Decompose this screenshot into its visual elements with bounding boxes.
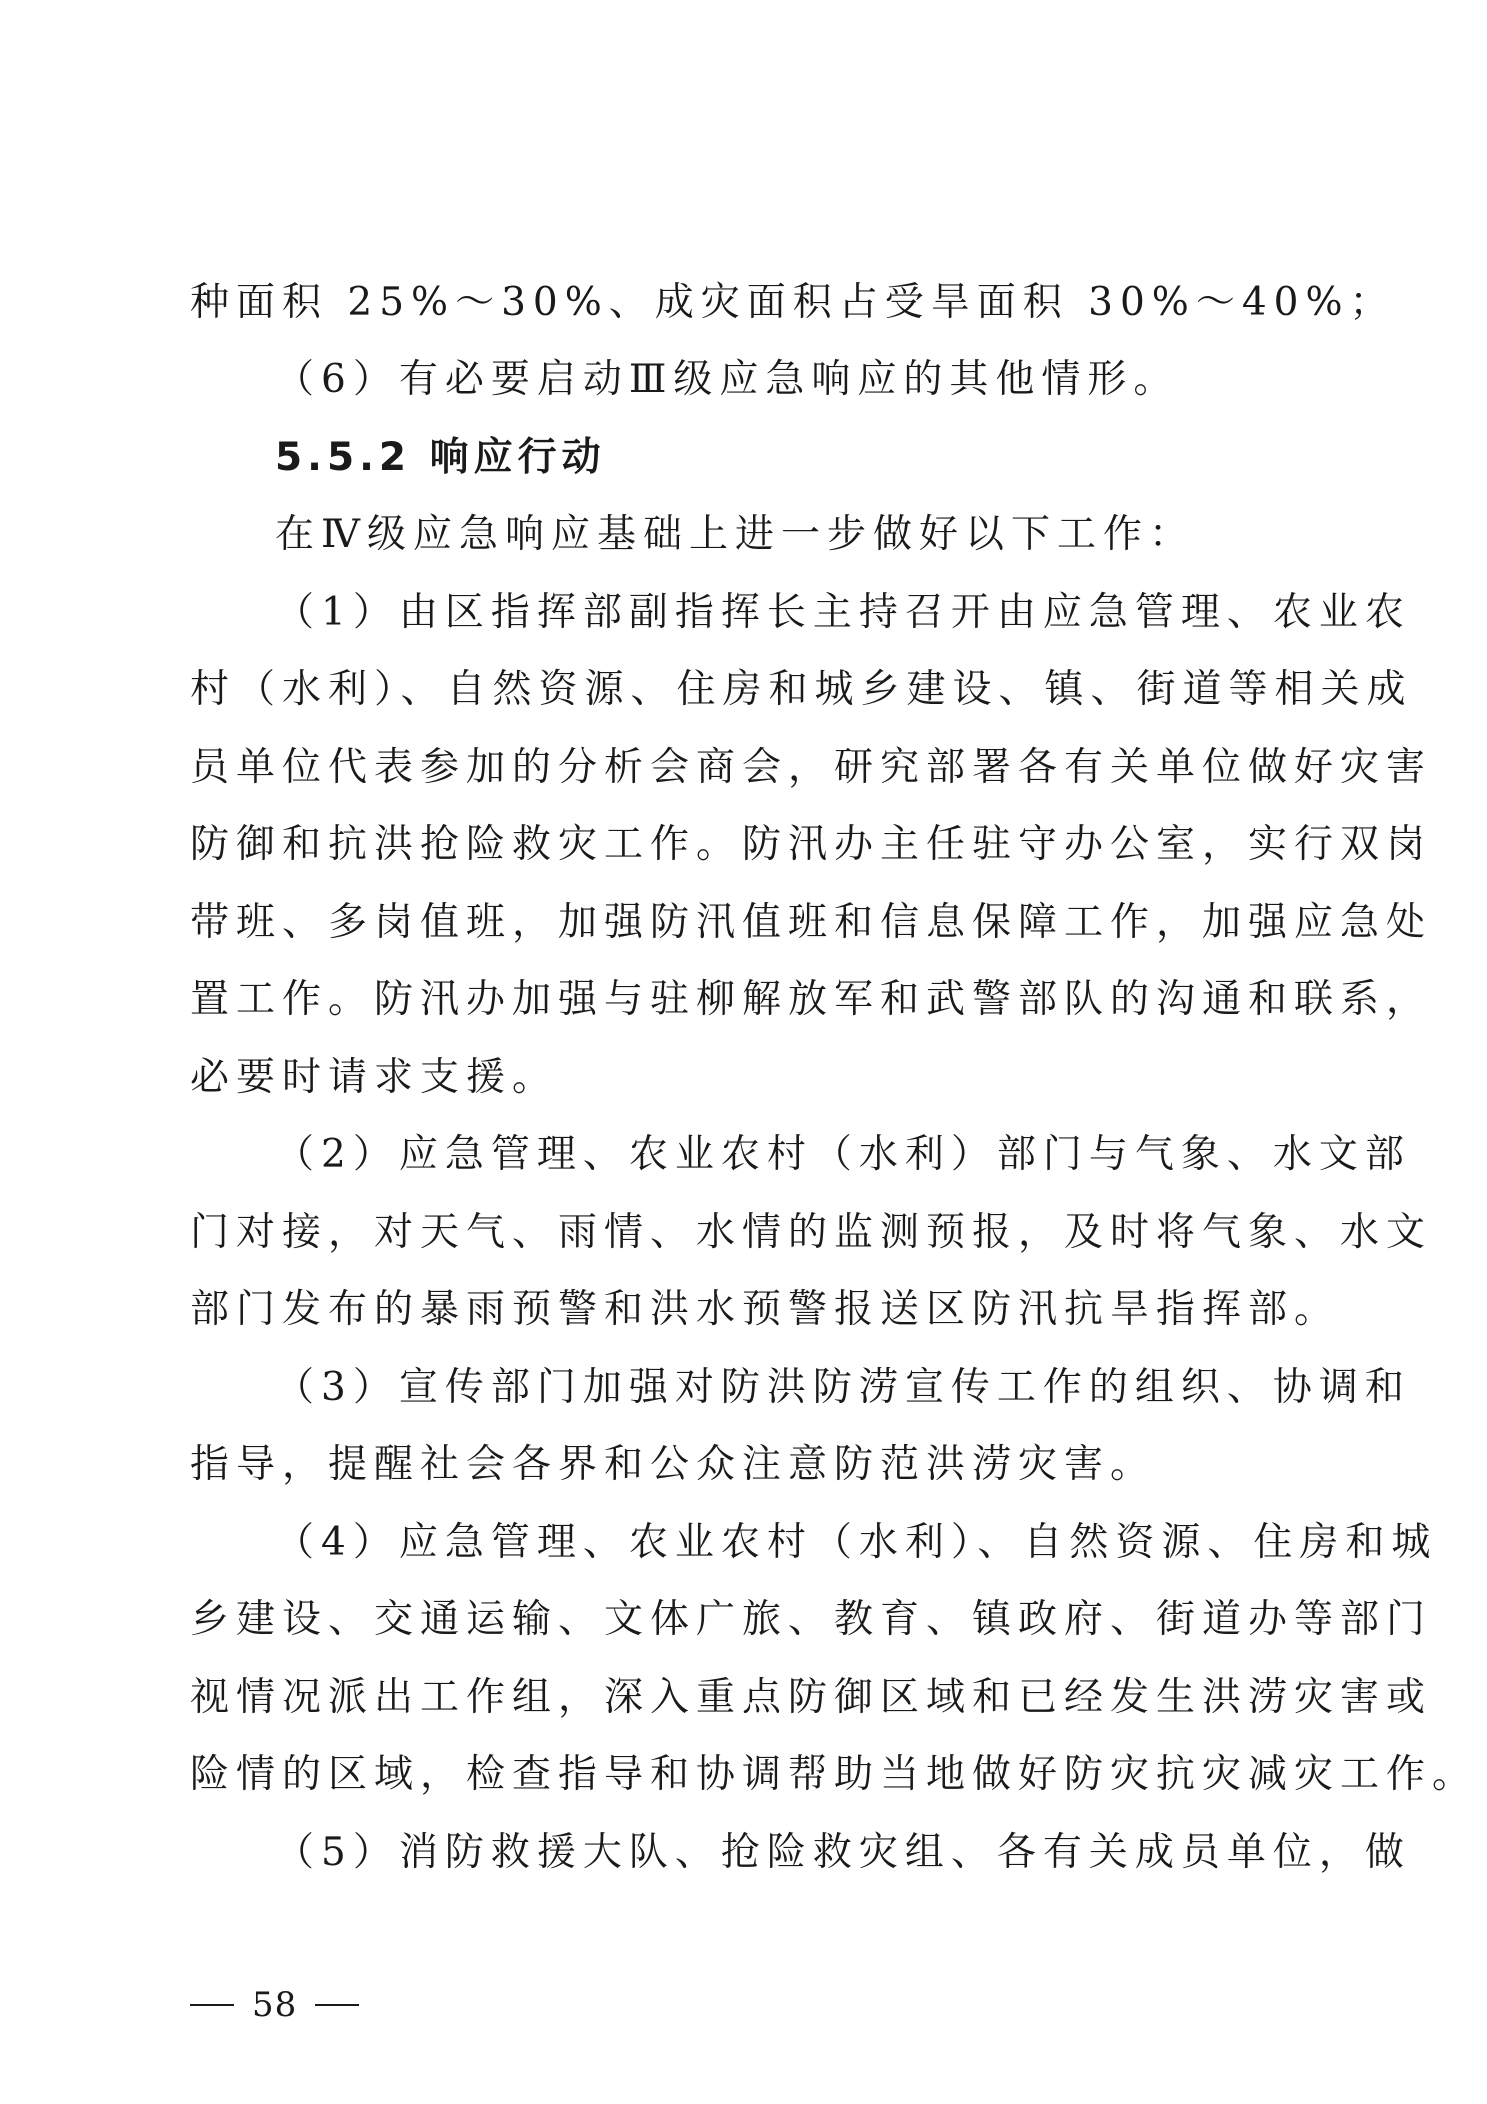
text-line: （2）应急管理、农业农村（水利）部门与气象、水文部 (275, 1132, 1411, 1177)
page-number: 58 (252, 1985, 298, 2025)
section-heading: 5.5.2 响应行动 (275, 435, 606, 480)
text-line: （6）有必要启动Ⅲ级应急响应的其他情形。 (275, 357, 1180, 402)
text-line: （4）应急管理、农业农村（水利）、自然资源、住房和城 (275, 1520, 1438, 1565)
text-line: 员单位代表参加的分析会商会，研究部署各有关单位做好灾害 (190, 745, 1433, 790)
text-line: 在Ⅳ级应急响应基础上进一步做好以下工作： (275, 512, 1195, 557)
footer-dash-right (315, 2004, 359, 2006)
text-line: （3）宣传部门加强对防洪防涝宣传工作的组织、协调和 (275, 1365, 1411, 1410)
text-line: 种面积 25%～30%、成灾面积占受旱面积 30%～40%； (190, 280, 1396, 325)
footer-dash-left (190, 2004, 234, 2006)
page-footer (190, 1975, 359, 2035)
text-line: 门对接，对天气、雨情、水情的监测预报，及时将气象、水文 (190, 1210, 1433, 1255)
text-line: 指导，提醒社会各界和公众注意防范洪涝灾害。 (190, 1442, 1157, 1487)
text-line: 视情况派出工作组，深入重点防御区域和已经发生洪涝灾害或 (190, 1675, 1433, 1720)
text-line: 防御和抗洪抢险救灾工作。防汛办主任驻守办公室，实行双岗 (190, 822, 1433, 867)
text-line: （5）消防救援大队、抢险救灾组、各有关成员单位，做 (275, 1830, 1411, 1875)
text-line: 置工作。防汛办加强与驻柳解放军和武警部队的沟通和联系， (190, 977, 1433, 1022)
text-line: 村（水利）、自然资源、住房和城乡建设、镇、街道等相关成 (190, 667, 1413, 712)
text-line: （1）由区指挥部副指挥长主持召开由应急管理、农业农 (275, 590, 1411, 635)
text-line: 乡建设、交通运输、文体广旅、教育、镇政府、街道办等部门 (190, 1597, 1433, 1642)
text-line: 带班、多岗值班，加强防汛值班和信息保障工作，加强应急处 (190, 900, 1433, 945)
text-line: 部门发布的暴雨预警和洪水预警报送区防汛抗旱指挥部。 (190, 1287, 1341, 1332)
text-line: 必要时请求支援。 (190, 1055, 559, 1100)
text-line: 险情的区域，检查指导和协调帮助当地做好防灾抗灾减灾工作。 (190, 1752, 1479, 1797)
